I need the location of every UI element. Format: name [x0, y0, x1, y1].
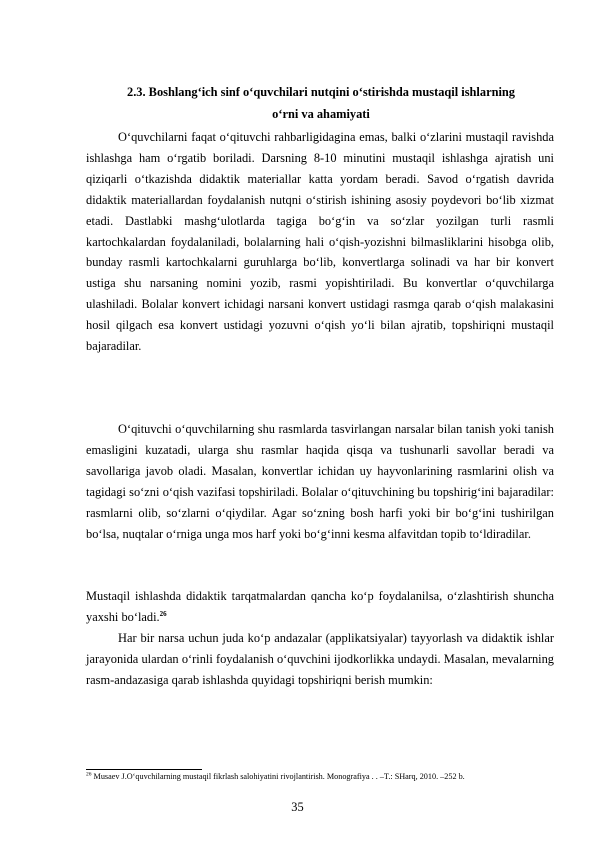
section-heading-line-1: 2.3. Boshlang‘ich sinf o‘quvchilari nutqini o‘stirishda mustaqil ishlarning [127, 85, 515, 99]
footnote-text: Musaev J.O‘quvchilarning mustaqil fikrlash salohiyatini rivojlantirish. Monografiya . . –T.: SHarq, 2010. –252 b. [91, 772, 465, 781]
footnote-separator [86, 769, 202, 770]
paragraph-4: Har bir narsa uchun juda ko‘p andazalar (applikatsiyalar) tayyorlash va didaktik ishlar jarayonida ulardan o‘rinli foydalanish o‘quvchini ijodkorlikka undaydi. Masalan, mevalarning rasm-andazasiga qarab ishlashda quyidagi topshiriqni berish mumkin: [86, 631, 554, 687]
footnote [86, 771, 556, 783]
paragraph-1: O‘quvchilarni faqat o‘qituvchi rahbarligidagina emas, balki o‘zlarini mustaqil ravishda ishlashga ham o‘rgatib boriladi. Darsning 8-10 minutini mustaqil ishlashga ajratish uni qiziqarli o‘tkazishda didaktik materiallar katta yordam beradi. Savod o‘rgatish davrida didaktik materiallardan foydalanish nutqni o‘stirish ishining asosiy poydevori bo‘lib xizmat etadi. Dastlabki mashg‘ulotlarda tagiga bo‘g‘in va so‘zlar yozilgan turli rasmli kartochkalardan foydalaniladi, bolalarning hali o‘qish-yozishni bilmasliklarini hisobga olib, bunday rasmli kartochkalarni guruhlarga bo‘lib, konvertlarga solinadi va har bir konvert ustiga shu narsaning nomini yozib, rasmi yopishtiriladi. Bu konvertlar o‘quvchilarga ulashiladi. Bolalar konvert ichidagi narsani konvert ustidagi rasmga qarab o‘qish malakasini hosil qilgach esa konvert ustidagi yozuvni o‘qish yo‘li bilan ajratib, topshiriqni mustaqil bajaradilar. [86, 130, 554, 354]
paragraph-3-text: Mustaqil ishlashda didaktik tarqatmalardan qancha ko‘p foydalanilsa, o‘zlashtirish shuncha yaxshi bo‘ladi. [86, 589, 554, 624]
paragraph-2: O‘qituvchi o‘quvchilarning shu rasmlarda tasvirlangan narsalar bilan tanish yoki tanish emasligini kuzatadi, ularga shu rasmlar haqida qisqa va tushunarli savollar beradi va savollariga javob oladi. Masalan, konvertlar ichidan uy hayvonlarining rasmlarini olish va tagidagi so‘zni o‘qish vazifasi topshiriladi. Bolalar o‘qituvchining bu topshirig‘ini bajaradilar: rasmlarni olib, so‘zlarni o‘qiydilar. Agar so‘zning bosh harfi yoki bir bo‘g‘ini tushirilgan bo‘lsa, nuqtalar o‘rniga unga mos harf yoki bo‘g‘inni kesma alfavitdan topib to‘ldiradilar. [86, 422, 554, 541]
page-number: 35 [291, 800, 304, 814]
section-heading-line-2: o‘rni va ahamiyati [272, 107, 370, 121]
footnote-number: 26 [86, 771, 92, 778]
paragraph-3 [86, 586, 554, 628]
footnote-reference: 26 [159, 609, 167, 618]
